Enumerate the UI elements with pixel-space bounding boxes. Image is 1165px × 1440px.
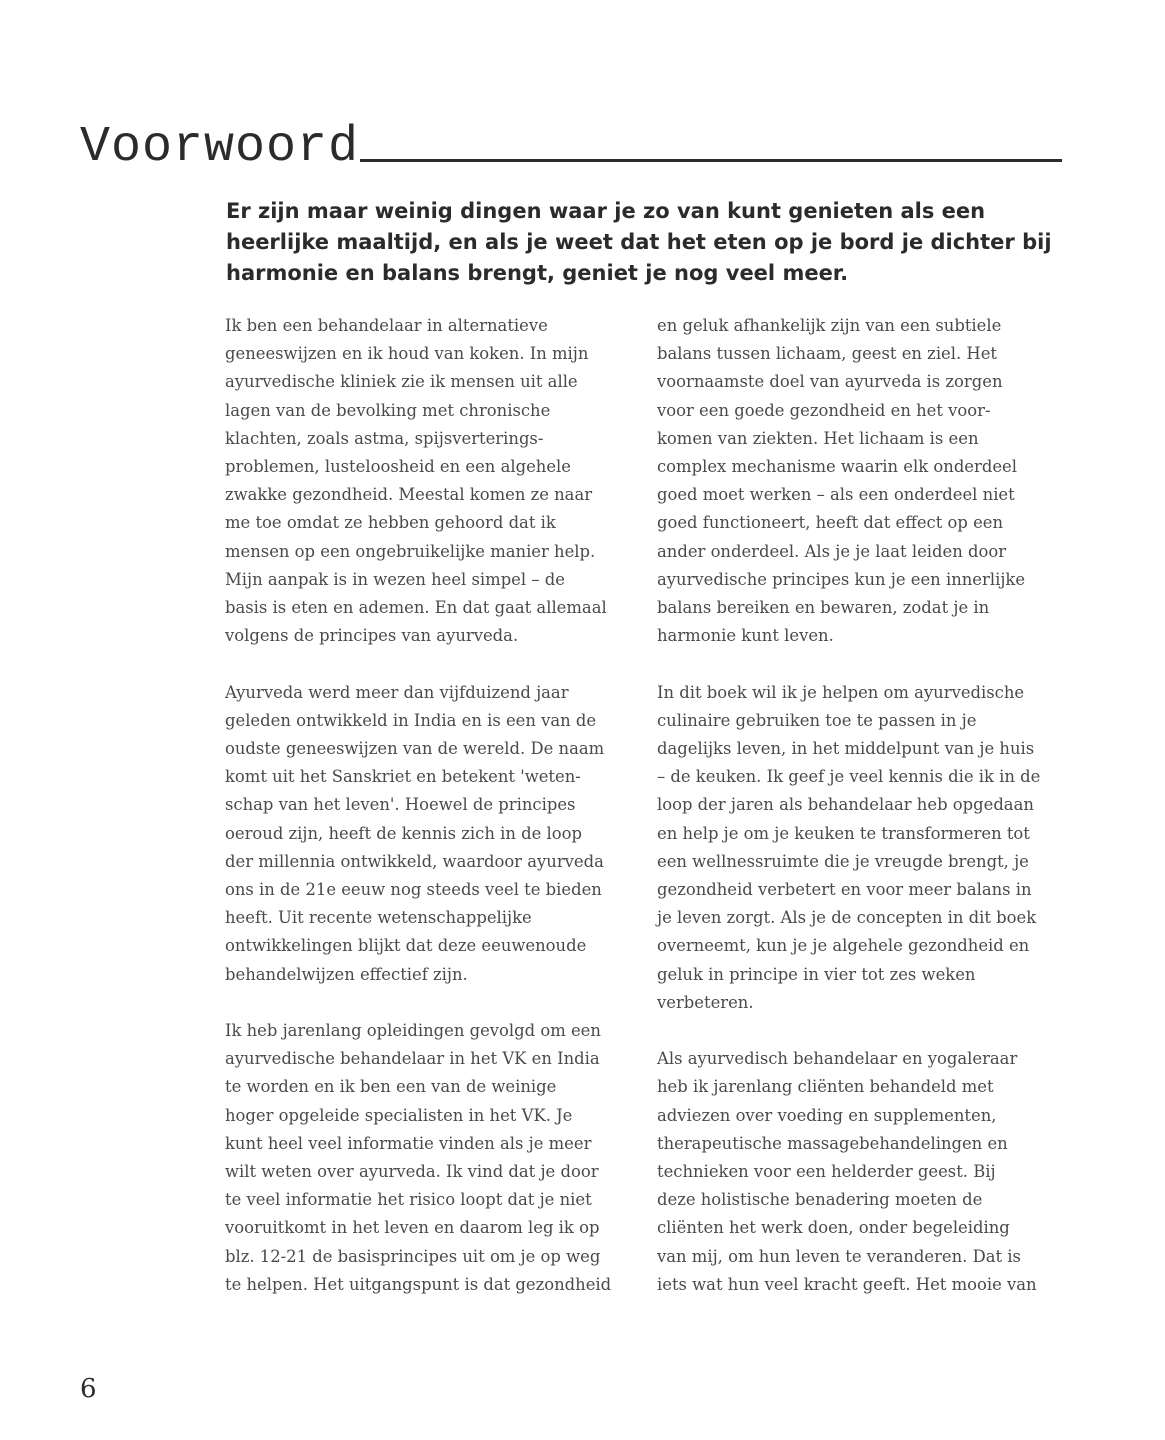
body-paragraph <box>657 679 1062 1017</box>
title-row <box>80 118 1064 178</box>
left-text-column <box>225 312 630 1299</box>
body-text-line: balans tussen lichaam, geest en ziel. Het <box>657 344 998 364</box>
body-text-line: klachten, zoals astma, spijsverterings- <box>225 428 544 448</box>
body-text-line: harmonie kunt leven. <box>657 626 834 646</box>
body-text-line: basis is eten en ademen. En dat gaat allemaal <box>225 598 607 618</box>
body-text-line: – de keuken. Ik geef je veel kennis die ik in de <box>657 767 1041 787</box>
right-text-column <box>657 312 1062 1299</box>
intro-line: Er zijn maar weinig dingen waar je zo van kunt genieten als een <box>226 199 986 223</box>
body-text-line: behandelwijzen effectief zijn. <box>225 964 468 984</box>
body-text-line: goed moet werken – als een onderdeel niet <box>657 485 1015 505</box>
body-text-line: oudste geneeswijzen van de wereld. De naam <box>225 739 605 759</box>
body-text-line: volgens de principes van ayurveda. <box>225 626 519 646</box>
body-text-line: therapeutische massagebehandelingen en <box>657 1133 1008 1153</box>
body-text-line: heeft. Uit recente wetenschappelijke <box>225 908 532 928</box>
body-text-line: Als ayurvedisch behandelaar en yogaleraar <box>657 1049 1018 1069</box>
body-paragraph <box>225 1017 630 1299</box>
intro-line: harmonie en balans brengt, geniet je nog veel meer. <box>226 261 849 285</box>
body-text-line: loop der jaren als behandelaar heb opgedaan <box>657 795 1034 815</box>
body-text-line: ayurvedische principes kun je een innerlijke <box>657 569 1026 589</box>
body-text-line: heb ik jarenlang cliënten behandeld met <box>657 1077 994 1097</box>
body-text-line: ayurvedische kliniek zie ik mensen uit alle <box>225 372 578 392</box>
body-text-line: verbeteren. <box>657 992 754 1012</box>
body-text-line: geneeswijzen en ik houd van koken. In mijn <box>225 344 589 364</box>
body-text-line: komen van ziekten. Het lichaam is een <box>657 428 979 448</box>
body-text-line: ander onderdeel. Als je je laat leiden door <box>657 541 1007 561</box>
body-text-line: deze holistische benadering moeten de <box>657 1190 983 1210</box>
body-text-line: overneemt, kun je je algehele gezondheid en <box>657 936 1030 956</box>
body-text-line: ayurvedische behandelaar in het VK en India <box>225 1049 600 1069</box>
body-paragraph <box>225 312 630 650</box>
page-number: 6 <box>80 1374 97 1404</box>
body-text-line: blz. 12-21 de basisprincipes uit om je op weg <box>225 1246 601 1266</box>
body-text-line: goed functioneert, heeft dat effect op een <box>657 513 1004 533</box>
body-text-line: cliënten het werk doen, onder begeleiding <box>657 1218 1010 1238</box>
body-text-line: vooruitkomt in het leven en daarom leg ik op <box>225 1218 600 1238</box>
body-text-line: kunt heel veel informatie vinden als je meer <box>225 1133 592 1153</box>
body-text-line: balans bereiken en bewaren, zodat je in <box>657 598 990 618</box>
body-text-line: technieken voor een helderder geest. Bij <box>657 1162 996 1182</box>
body-text-line: ons in de 21e eeuw nog steeds veel te bieden <box>225 880 602 900</box>
body-text-line: culinaire gebruiken toe te passen in je <box>657 710 977 730</box>
body-text-line: een wellnessruimte die je vreugde brengt, je <box>657 851 1029 871</box>
body-text-line: gezondheid verbetert en voor meer balans in <box>657 880 1032 900</box>
body-text-line: schap van het leven'. Hoewel de principes <box>225 795 576 815</box>
body-text-line: problemen, lusteloosheid en een algehele <box>225 457 571 477</box>
body-text-line: je leven zorgt. Als je de concepten in dit boek <box>657 908 1037 928</box>
body-text-line: me toe omdat ze hebben gehoord dat ik <box>225 513 556 533</box>
body-text-line: geluk in principe in vier tot zes weken <box>657 964 976 984</box>
body-text-line: Ik ben een behandelaar in alternatieve <box>225 316 548 335</box>
body-text-line: Mijn aanpak is in wezen heel simpel – de <box>225 569 565 589</box>
body-text-line: komt uit het Sanskriet en betekent 'weten- <box>225 767 581 787</box>
body-text-line: voor een goede gezondheid en het voor- <box>657 400 991 420</box>
body-paragraph <box>225 679 630 989</box>
body-paragraph <box>657 312 1062 650</box>
body-text-line: dagelijks leven, in het middelpunt van je huis <box>657 739 1035 759</box>
title-underline-rule <box>360 159 1062 162</box>
body-text-line: geleden ontwikkeld in India en is een van de <box>225 710 597 730</box>
body-text-line: complex mechanisme waarin elk onderdeel <box>657 457 1017 477</box>
body-text-line: adviezen over voeding en supplementen, <box>657 1105 997 1125</box>
body-text-line: In dit boek wil ik je helpen om ayurvedische <box>657 682 1025 702</box>
body-text-line: oeroud zijn, heeft de kennis zich in de loop <box>225 823 583 843</box>
body-text-line: Ik heb jarenlang opleidingen gevolgd om een <box>225 1021 601 1041</box>
body-text-line: hoger opgeleide specialisten in het VK. Je <box>225 1105 573 1125</box>
body-text-line: van mij, om hun leven te veranderen. Dat is <box>657 1246 1021 1266</box>
body-text-line: en geluk afhankelijk zijn van een subtiele <box>657 316 1002 335</box>
body-text-line: te veel informatie het risico loopt dat je niet <box>225 1190 592 1210</box>
body-text-line: der millennia ontwikkeld, waardoor ayurveda <box>225 851 604 871</box>
body-paragraph <box>657 1045 1062 1299</box>
body-text-line: Ayurveda werd meer dan vijfduizend jaar <box>225 682 569 702</box>
body-text-line: ontwikkelingen blijkt dat deze eeuwenoude <box>225 936 587 956</box>
body-text-line: wilt weten over ayurveda. Ik vind dat je door <box>225 1162 599 1182</box>
body-text-line: voornaamste doel van ayurveda is zorgen <box>657 372 1003 392</box>
body-text-line: lagen van de bevolking met chronische <box>225 400 551 420</box>
intro-line: heerlijke maaltijd, en als je weet dat het eten op je bord je dichter bij <box>226 230 1052 254</box>
body-text-line: mensen op een ongebruikelijke manier help. <box>225 541 596 561</box>
intro-paragraph <box>226 196 1076 289</box>
body-text-line: en help je om je keuken te transformeren tot <box>657 823 1030 843</box>
page-title: Voorwoord <box>80 119 360 176</box>
body-text-line: zwakke gezondheid. Meestal komen ze naar <box>225 485 593 505</box>
body-text-line: iets wat hun veel kracht geeft. Het mooie van <box>657 1274 1037 1294</box>
body-text-line: te helpen. Het uitgangspunt is dat gezondheid <box>225 1274 612 1294</box>
body-text-line: te worden en ik ben een van de weinige <box>225 1077 557 1097</box>
